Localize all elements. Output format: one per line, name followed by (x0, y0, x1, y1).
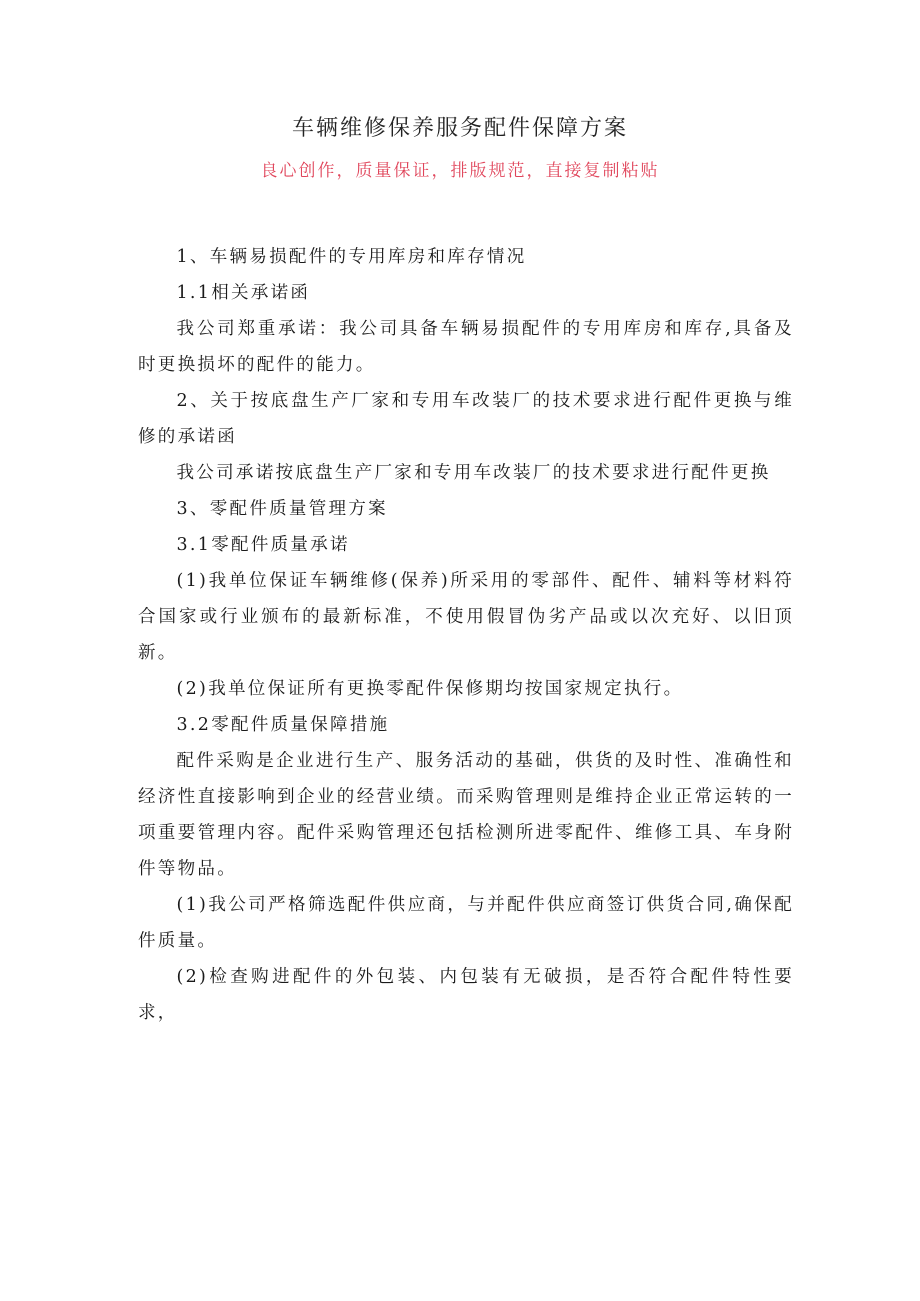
paragraph-procurement: 配件采购是企业进行生产、服务活动的基础，供货的及时性、准确性和经济性直接影响到企业的经营业绩。而采购管理则是维持企业正常运转的一项重要管理内容。配件采购管理还包括检测所进零配件、维修工具、车身附件等物品。 (138, 751, 794, 879)
list-item-measure-2: (2)检查购进配件的外包装、内包装有无破损，是否符合配件特性要求， (138, 967, 794, 1023)
document-body (138, 239, 794, 1031)
section-heading-2: 2、关于按底盘生产厂家和专用车改装厂的技术要求进行配件更换与维修的承诺函 (138, 391, 794, 447)
subsection-heading-1-1: 1.1相关承诺函 (176, 283, 311, 303)
list-item-quality-1: (1)我单位保证车辆维修(保养)所采用的零部件、配件、辅料等材料符合国家或行业颁布的最新标准，不使用假冒伪劣产品或以次充好、以旧顶新。 (138, 571, 794, 663)
list-item-measure-1: (1)我公司严格筛选配件供应商，与并配件供应商签订供货合同,确保配件质量。 (138, 895, 794, 951)
subsection-heading-3-1: 3.1零配件质量承诺 (176, 535, 350, 555)
paragraph-commitment: 我公司郑重承诺：我公司具备车辆易损配件的专用库房和库存,具备及时更换损坏的配件的能力。 (138, 319, 794, 375)
list-item-quality-2: (2)我单位保证所有更换零配件保修期均按国家规定执行。 (176, 679, 684, 699)
paragraph-replacement-commitment: 我公司承诺按底盘生产厂家和专用车改装厂的技术要求进行配件更换 (176, 463, 771, 483)
document-title: 车辆维修保养服务配件保障方案 (291, 116, 628, 141)
subsection-heading-3-2: 3.2零配件质量保障措施 (176, 715, 390, 735)
section-heading-1: 1、车辆易损配件的专用库房和库存情况 (176, 247, 527, 267)
section-heading-3: 3、零配件质量管理方案 (176, 499, 388, 519)
document-subtitle: 良心创作，质量保证，排版规范，直接复制粘贴 (260, 161, 660, 181)
